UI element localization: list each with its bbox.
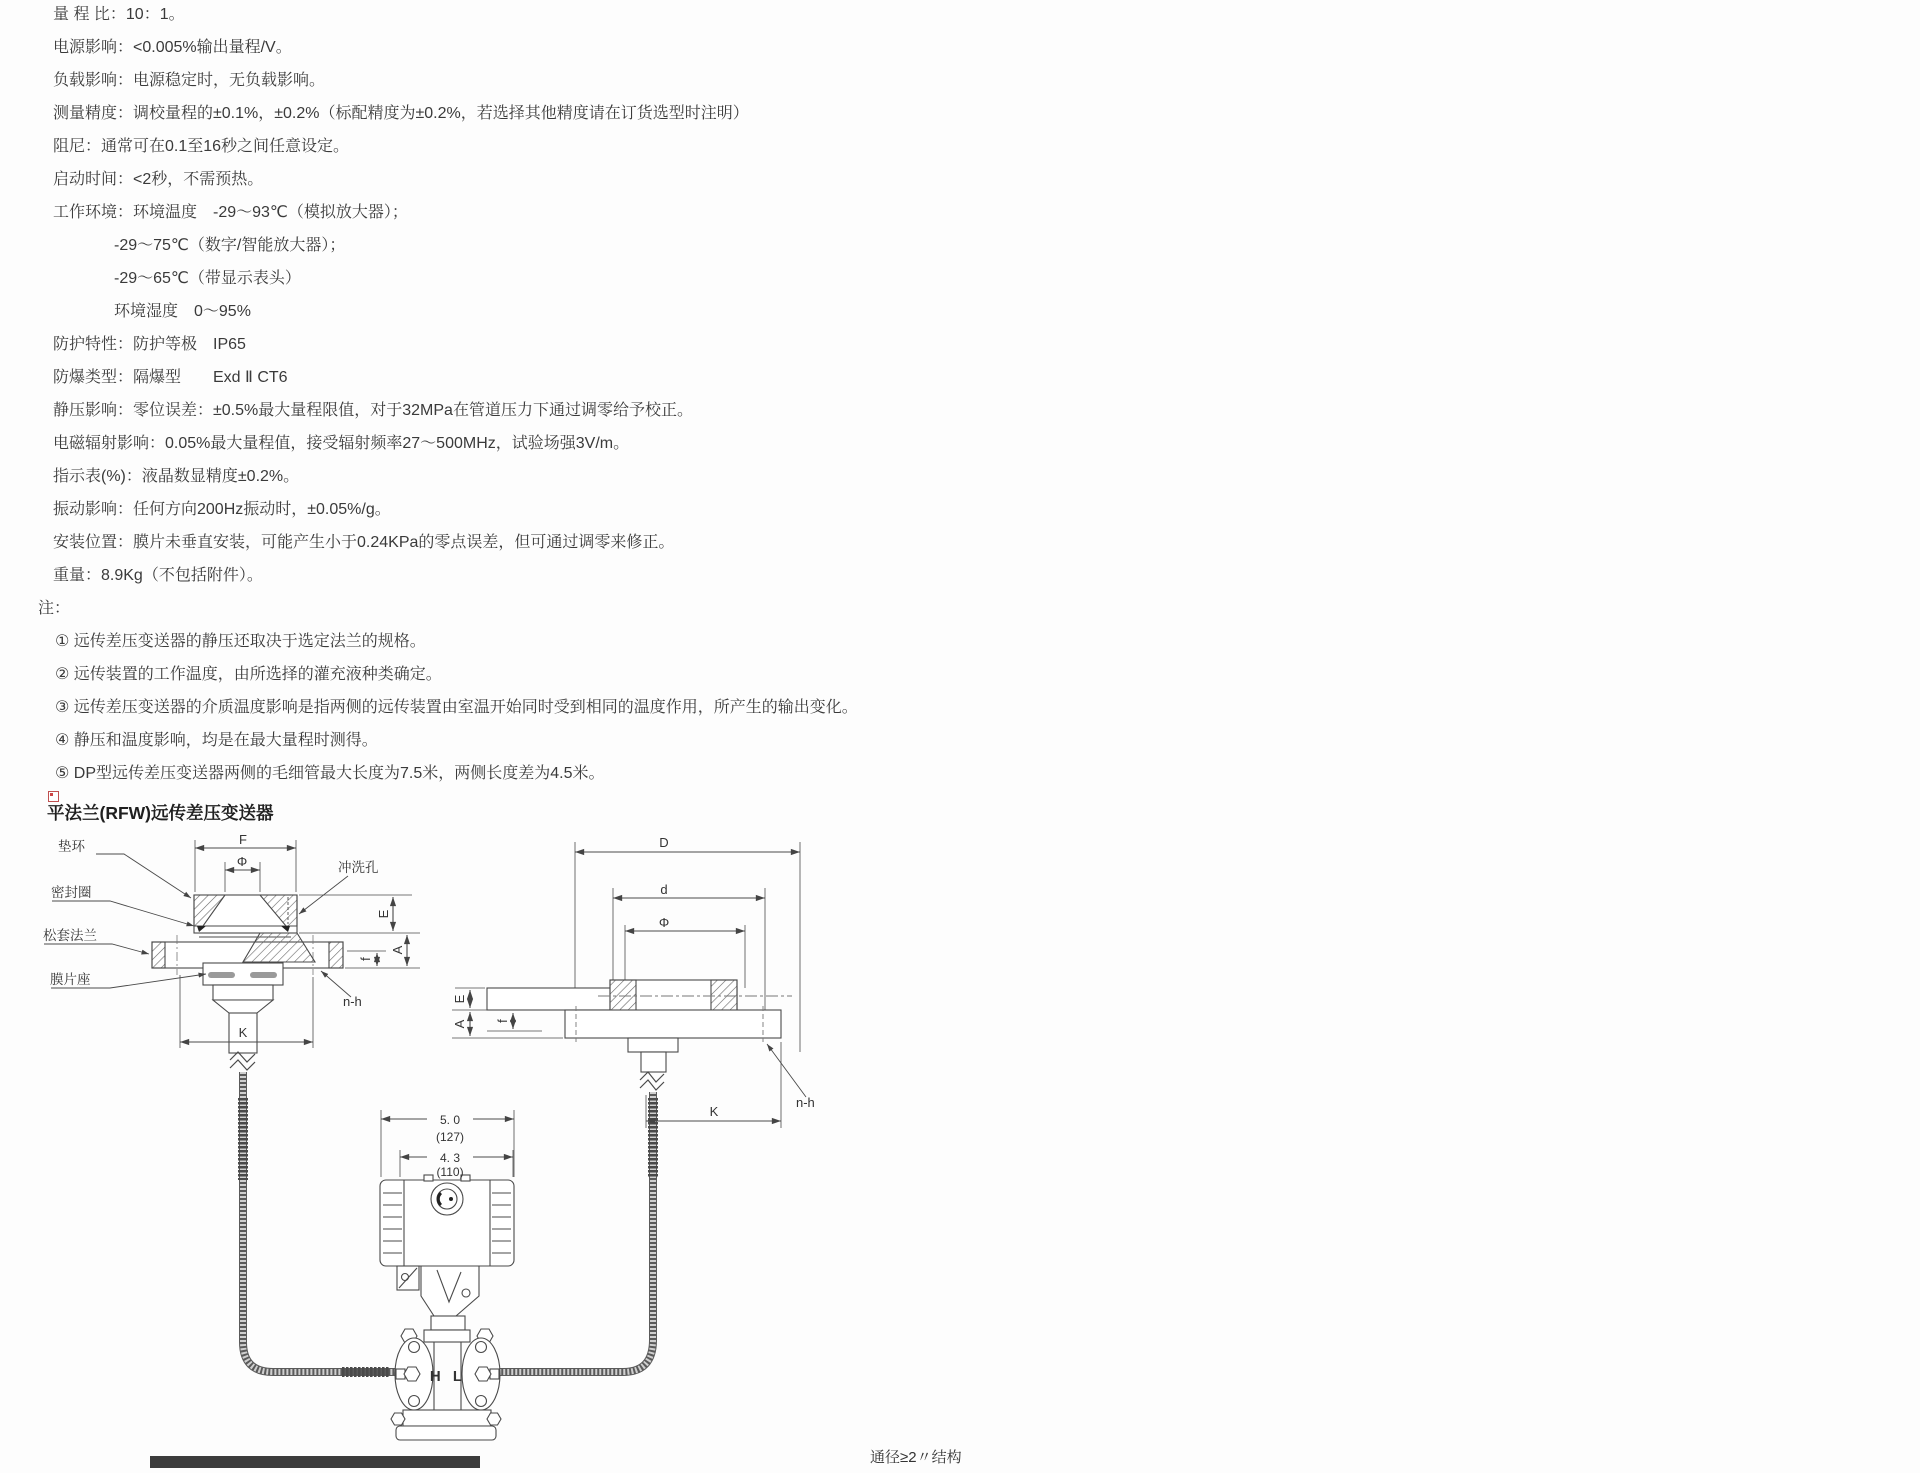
dim-nh: n-h	[343, 994, 362, 1009]
seal-ring-label: 密封圈	[51, 885, 92, 900]
broken-image-icon	[48, 791, 59, 802]
dim-A2: A	[452, 1019, 467, 1029]
note-line: ⑤ DP型远传差压变送器两侧的毛细管最大长度为7.5米，两侧长度差为4.5米。	[55, 765, 605, 782]
dim-nh2: n-h	[796, 1095, 815, 1110]
notes-title: 注：	[38, 600, 71, 617]
note-line: ③ 远传差压变送器的介质温度影响是指两侧的远传装置由室温开始同时受到相同的温度作用，所产生的输出变化。	[55, 699, 858, 716]
left-flange-section	[44, 840, 653, 1372]
dim-A: A	[390, 945, 405, 955]
spec-line: 阻尼：通常可在0.1至16秒之间任意设定。	[53, 138, 350, 155]
dim-f: f	[358, 957, 373, 961]
spec-line: 电源影响：<0.005%输出量程/V。	[53, 39, 292, 56]
dim-K2: K	[709, 1104, 719, 1119]
dim-E: E	[376, 909, 391, 919]
structure-caption: 通径≥2〃结构	[870, 1449, 962, 1466]
dim-body-in: 4. 3	[439, 1151, 461, 1165]
dim-K: K	[238, 1025, 248, 1040]
spec-line: -29～75℃（数字/智能放大器）；	[114, 237, 346, 254]
technical-drawing	[0, 830, 1000, 1473]
loose-flange-label: 松套法兰	[43, 928, 97, 943]
dim-d: d	[660, 882, 668, 897]
note-line: ② 远传装置的工作温度，由所选择的灌充液种类确定。	[55, 666, 442, 683]
section-heading: 平法兰(RFW)远传差压变送器	[47, 803, 274, 823]
dim-phi2: Φ	[658, 915, 670, 930]
spec-line: 静压影响：零位误差：±0.5%最大量程限值，对于32MPa在管道压力下通过调零给予校正。	[53, 402, 693, 419]
spec-lines	[53, 0, 749, 592]
dim-body-mm: (110)	[436, 1165, 464, 1179]
dim-width-mm: (127)	[435, 1130, 465, 1144]
notes	[38, 592, 858, 790]
flush-hole-label: 冲洗孔	[338, 860, 379, 875]
dim-phi: Φ	[236, 854, 248, 869]
dim-E2: E	[452, 994, 467, 1004]
hl-ports-label: H L	[429, 1368, 467, 1385]
dim-D: D	[659, 835, 669, 850]
spec-line: 振动影响：任何方向200Hz振动时，±0.05%/g。	[53, 501, 391, 518]
note-items	[38, 625, 858, 790]
spec-line: 电磁辐射影响：0.05%最大量程值，接受辐射频率27～500MHz，试验场强3V/m。	[53, 435, 630, 452]
spec-line: 防护特性：防护等极 IP65	[53, 336, 246, 353]
spec-line: 重量：8.9Kg（不包括附件）。	[53, 567, 263, 584]
spec-line: 指示表(%)：液晶数显精度±0.2%。	[53, 468, 300, 485]
spec-line: 工作环境：环境温度 -29～93℃（模拟放大器）；	[53, 204, 408, 221]
dim-f2: f	[495, 1019, 510, 1023]
washer-ring-label: 垫环	[58, 839, 85, 854]
note-line: ④ 静压和温度影响，均是在最大量程时测得。	[55, 732, 378, 749]
dim-F: F	[239, 832, 247, 847]
spec-line: 启动时间：<2秒，不需预热。	[53, 171, 264, 188]
note-line: ① 远传差压变送器的静压还取决于选定法兰的规格。	[55, 633, 426, 650]
spec-line: 环境湿度 0～95%	[114, 303, 251, 320]
dim-width-in: 5. 0	[439, 1113, 461, 1127]
spec-line: 防爆类型：隔爆型 Exd Ⅱ CT6	[53, 369, 288, 386]
spec-line: -29～65℃（带显示表头）	[114, 270, 301, 287]
spec-line: 安装位置：膜片未垂直安装，可能产生小于0.24KPa的零点误差，但可通过调零来修正。	[53, 534, 675, 551]
diaphragm-seat-label: 膜片座	[50, 972, 91, 987]
spec-line: 负载影响：电源稳定时，无负载影响。	[53, 72, 326, 89]
right-flange-side-view	[452, 842, 806, 1128]
bottom-cutoff-bar	[150, 1456, 480, 1468]
spec-line: 量 程 比：10：1。	[53, 6, 185, 23]
spec-line: 测量精度：调校量程的±0.1%，±0.2%（标配精度为±0.2%，若选择其他精度请在订货选型时注明）	[53, 105, 749, 122]
